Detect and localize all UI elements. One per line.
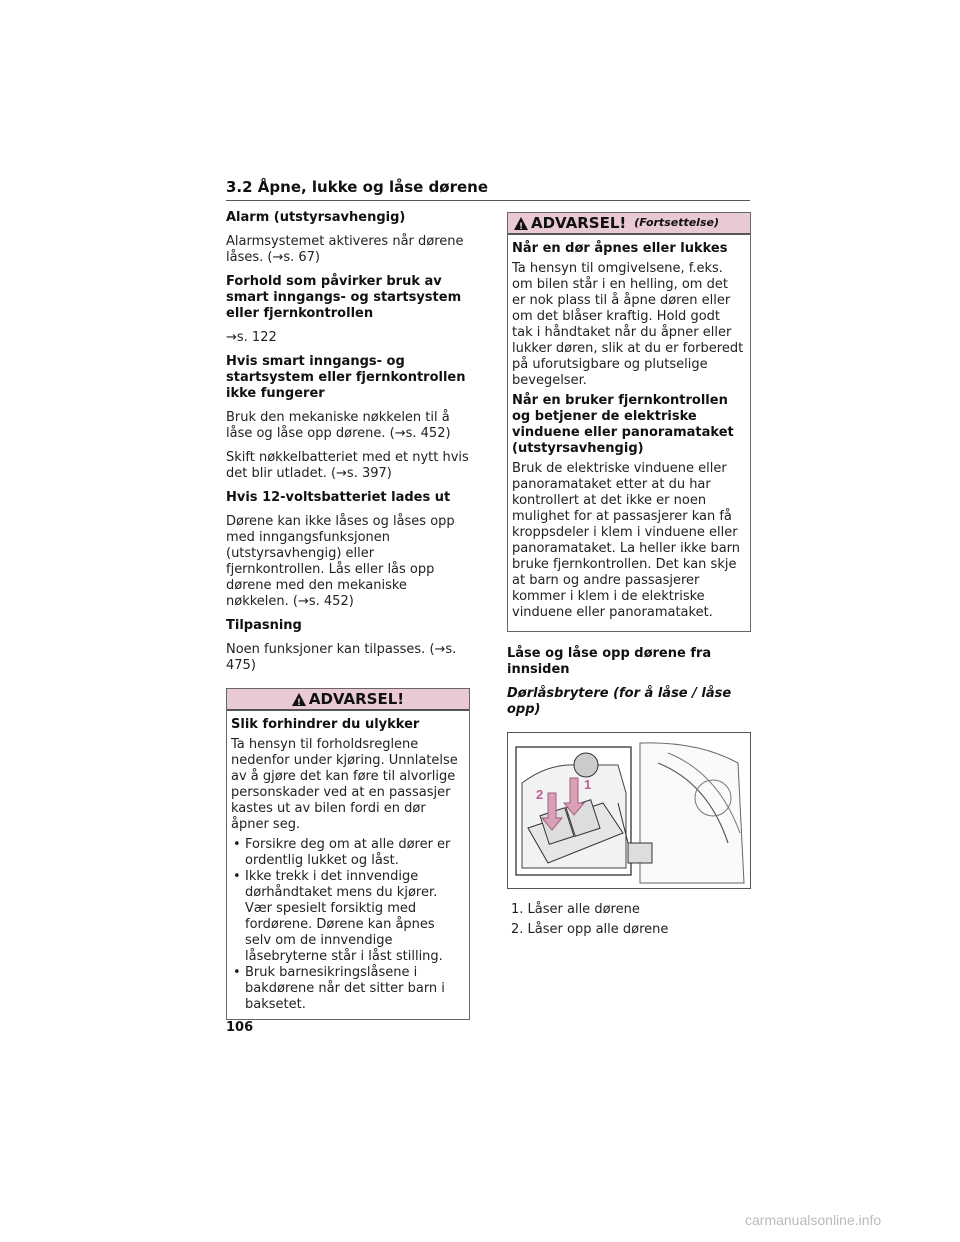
warning-title: ADVARSEL!: [308, 690, 405, 708]
warning-heading: Slik forhindrer du ulykker: [231, 717, 420, 732]
paragraph-mechanical-key: Bruk den mekaniske nøkkelen til å låse og låse opp dørene. (→s. 452): [226, 410, 451, 441]
step-item: 2. Låser opp alle dørene: [511, 922, 669, 937]
right-column: [507, 212, 751, 942]
warning-body-continued: [508, 235, 750, 631]
warning-heading-door: Når en dør åpnes eller lukkes: [512, 241, 728, 256]
step-item: 1. Låser alle dørene: [511, 902, 640, 917]
bullet-item: • Ikke trekk i det innvendige dørhåndtaket mens du kjører. Vær spesielt forsiktig med fordørene. Dørene kan åpnes selv om de innvendige låsebryterne står i låst stilling.: [231, 869, 463, 965]
watermark: carmanualsonline.info: [745, 1212, 882, 1228]
left-column: [226, 210, 470, 1020]
warning-header-continued: [508, 213, 750, 235]
page-number: 106: [226, 1020, 254, 1035]
bullet-item: • Bruk barnesikringslåsene i bakdørene når det sitter barn i baksetet.: [231, 965, 463, 1013]
warning-body: [227, 711, 469, 1019]
paragraph-key-battery: Skift nøkkelbatteriet med et nytt hvis det blir utladet. (→s. 397): [226, 450, 469, 481]
switch-location-marker: [628, 843, 652, 863]
warning-title: ADVARSEL!: [531, 214, 627, 232]
warning-box-continued: [507, 212, 751, 632]
door-interior-outline: [640, 743, 744, 883]
door-panel-drawing: [508, 733, 750, 888]
warning-triangle-icon: [292, 693, 306, 706]
warning-continued-label: (Fortsettelse): [634, 216, 719, 229]
figure-label-2: 2: [536, 787, 544, 802]
heading-battery-discharged: Hvis 12-voltsbatteriet lades ut: [226, 490, 451, 505]
section-header: [226, 177, 750, 201]
heading-door-lock-switches: Dørlåsbrytere (for å låse / låse opp): [507, 686, 732, 717]
paragraph-alarm: Alarmsystemet aktiveres når dørene låses. (→s. 67): [226, 234, 464, 265]
heading-lock-inside: Låse og låse opp dørene fra innsiden: [507, 646, 712, 677]
warning-triangle-icon: [514, 217, 528, 230]
warning-text: Ta hensyn til forholdsreglene nedenfor under kjøring. Unnlatelse av å gjøre det kan føre til alvorlige personskader ved at en passasjer kastes ut av bilen fordi en dør åpner seg.: [231, 737, 458, 832]
heading-alarm: Alarm (utstyrsavhengig): [226, 210, 406, 225]
warning-heading-remote: Når en bruker fjernkontrollen og betjener de elektriske vinduene eller panoramataket (utstyrsavhengig): [512, 393, 734, 456]
step-list: [507, 902, 751, 938]
warning-text-door: Ta hensyn til omgivelsene, f.eks. om bilen står i en helling, om det er nok plass til å åpne døren eller om det blåser kraftig. Hold godt tak i håndtaket når du åpner eller lukker døren, slik at du er forberedt på uforutsigbare og plutselige bevegelser.: [512, 261, 744, 388]
warning-box: [226, 688, 470, 1020]
bullet-item: • Forsikre deg om at alle dører er ordentlig lukket og låst.: [231, 837, 463, 869]
heading-customization: Tilpasning: [226, 618, 302, 633]
paragraph-customization: Noen funksjoner kan tilpasses. (→s. 475): [226, 642, 457, 673]
figure-label-1: 1: [584, 777, 592, 792]
section-title: 3.2 Åpne, lukke og låse dørene: [226, 178, 488, 196]
warning-header: [227, 689, 469, 711]
heading-conditions: Forhold som påvirker bruk av smart inngangs- og startsystem eller fjernkontrollen: [226, 274, 462, 321]
heading-not-working: Hvis smart inngangs- og startsystem eller fjernkontrollen ikke fungerer: [226, 354, 466, 401]
warning-text-remote: Bruk de elektriske vinduene eller panoramataket etter at du har kontrollert at det ikke er noen mulighet for at passasjerer kan få kroppsdeler i klem i vinduene eller panoramataket. La heller ikke barn bruke fjernkontrollen. Det kan skje at barn og andre passasjerer kommer i klem i de elektriske vinduene eller panoramataket.: [512, 461, 741, 620]
door-lock-switch-illustration: [507, 732, 751, 889]
window-knob: [574, 753, 598, 777]
warning-bullet-list: [231, 837, 463, 1013]
paragraph-conditions-ref: →s. 122: [226, 330, 277, 345]
paragraph-battery-discharged: Dørene kan ikke låses og låses opp med inngangsfunksjonen (utstyrsavhengig) eller fjernkontrollen. Lås eller lås opp dørene med den mekaniske nøkkelen. (→s. 452): [226, 514, 455, 609]
